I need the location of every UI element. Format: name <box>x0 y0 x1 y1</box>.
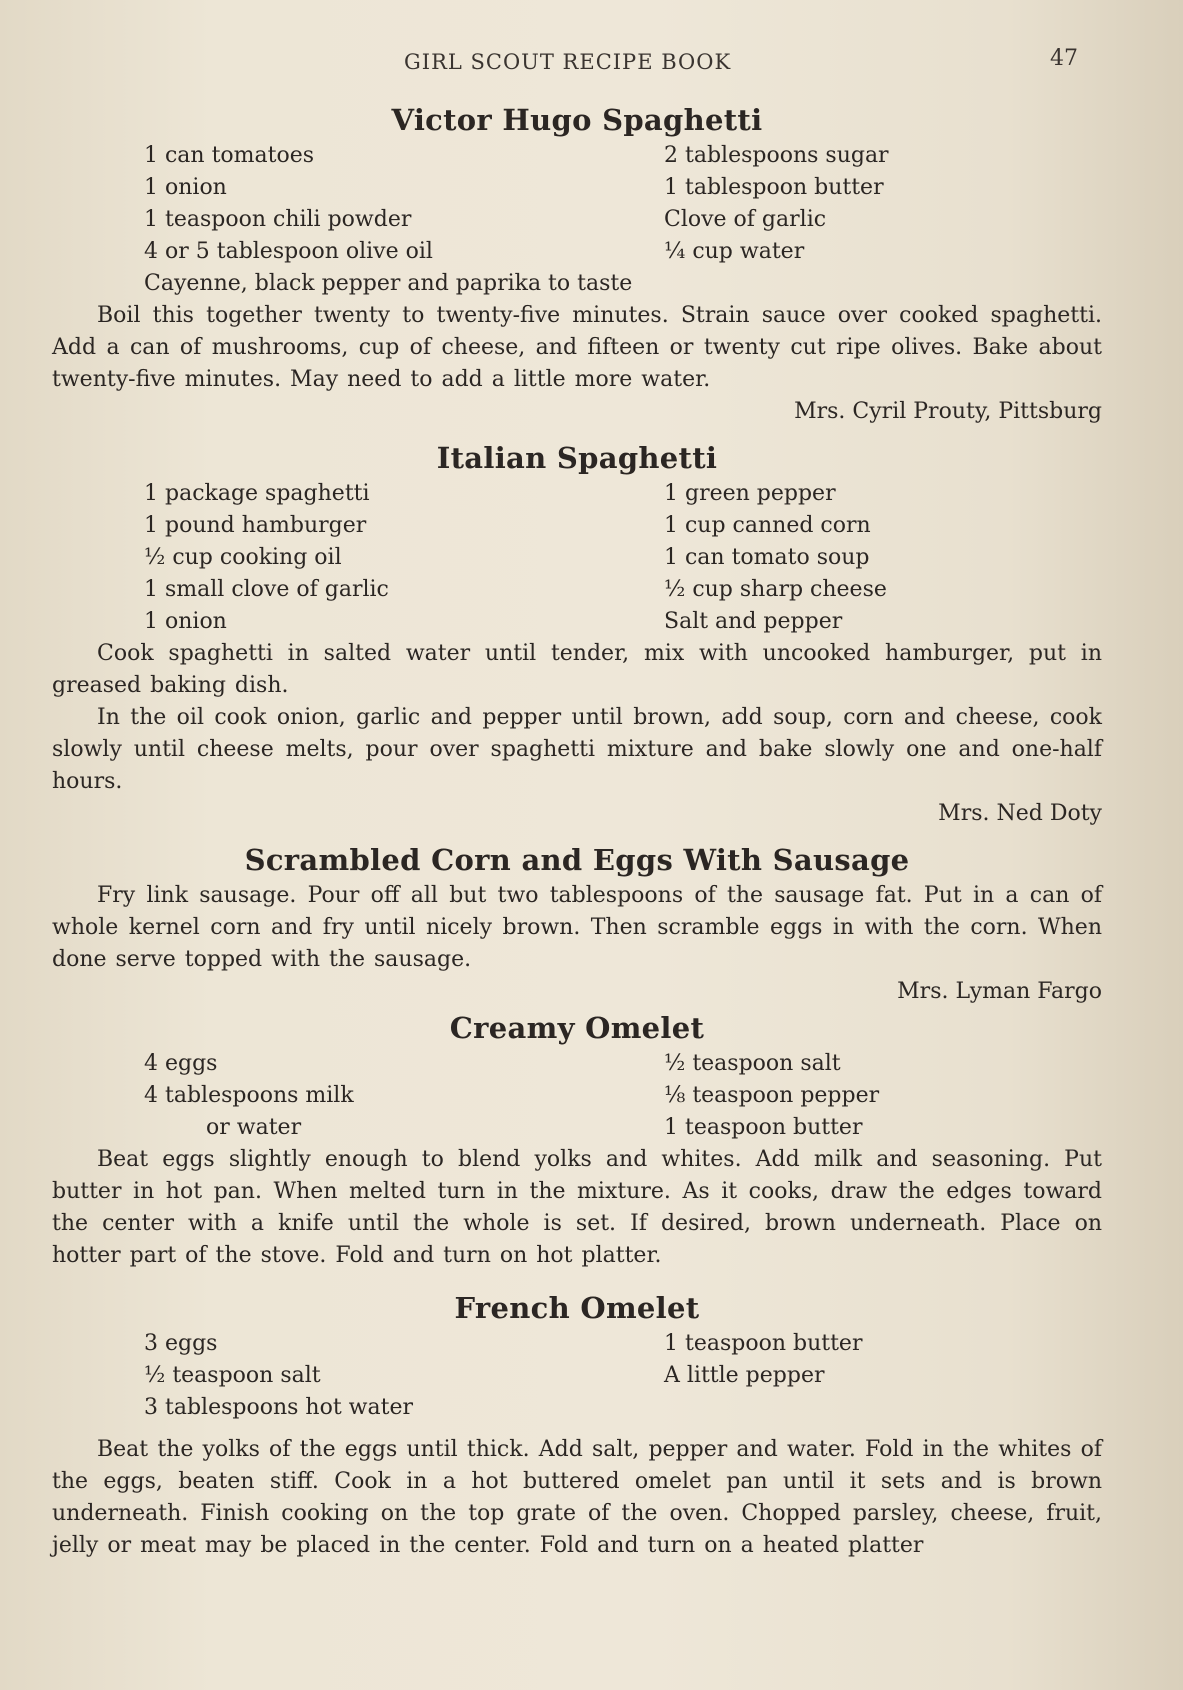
ingredient: ½ cup cooking oil <box>144 545 342 570</box>
instructions-paragraph: In the oil cook onion, garlic and pepper until brown, add soup, corn and cheese, cook slowly until cheese melts, pour over spaghetti mixture and bake slowly one and one-half hours. <box>52 705 1102 794</box>
ingredient: 4 tablespoons milk <box>144 1083 354 1108</box>
recipe-title: Italian Spaghetti <box>436 441 718 475</box>
ingredient: 1 package spaghetti <box>144 481 370 506</box>
ingredient-list <box>144 1328 1102 1424</box>
recipe-creamy-omelet <box>52 1008 1102 1272</box>
ingredient: 1 teaspoon butter <box>664 1331 863 1356</box>
ingredient: 4 eggs <box>144 1051 218 1076</box>
ingredient: 2 tablespoons sugar <box>664 143 889 168</box>
recipe-scrambled-corn-eggs-sausage <box>52 840 1102 1008</box>
ingredient-list <box>144 478 1102 638</box>
running-head: GIRL SCOUT RECIPE BOOK <box>404 50 732 74</box>
ingredient: 1 can tomatoes <box>144 143 315 168</box>
ingredient: 1 can tomato soup <box>664 545 870 570</box>
recipe-title: Victor Hugo Spaghetti <box>391 103 763 137</box>
ingredient-column-left <box>144 1048 664 1144</box>
page-number: 47 <box>1050 46 1078 71</box>
ingredient: 1 teaspoon butter <box>664 1115 863 1140</box>
ingredient: 1 pound hamburger <box>144 513 367 538</box>
instructions-paragraph: Beat eggs slightly enough to blend yolks and whites. Add milk and seasoning. Put butter in hot pan. When melted turn in the mixture. As it cooks, draw the edges toward the center with a knife until the whole is set. If desired, brown underneath. Place on hotter part of the stove. Fold and turn on hot platter. <box>52 1147 1102 1268</box>
page-content <box>52 100 1102 1562</box>
recipe-credit: Mrs. Lyman Fargo <box>897 979 1102 1004</box>
ingredient: 3 tablespoons hot water <box>144 1395 413 1420</box>
recipe-victor-hugo-spaghetti <box>52 100 1102 428</box>
ingredient: ½ teaspoon salt <box>664 1051 841 1076</box>
ingredient: Cayenne, black pepper and paprika to taste <box>144 271 633 296</box>
ingredient-column-right <box>664 140 1102 268</box>
ingredient: 1 teaspoon chili powder <box>144 207 412 232</box>
ingredient-column-left <box>144 140 664 268</box>
recipe-french-omelet <box>52 1288 1102 1562</box>
ingredient: 4 or 5 tablespoon olive oil <box>144 239 433 264</box>
ingredient: A little pepper <box>664 1363 825 1388</box>
ingredient: ½ teaspoon salt <box>144 1363 321 1388</box>
recipe-title: Scrambled Corn and Eggs With Sausage <box>244 843 910 877</box>
ingredient-column-left <box>144 1328 664 1424</box>
ingredient-list <box>144 1048 1102 1144</box>
recipe-credit: Mrs. Cyril Prouty, Pittsburg <box>794 399 1102 424</box>
ingredient: ⅛ teaspoon pepper <box>664 1083 880 1108</box>
recipe-title: Creamy Omelet <box>449 1011 705 1045</box>
ingredient-column-right <box>664 1328 1102 1424</box>
instructions-paragraph: Cook spaghetti in salted water until tender, mix with uncooked hamburger, put in greased baking dish. <box>52 641 1102 698</box>
ingredient: ¼ cup water <box>664 239 805 264</box>
instructions-paragraph: Boil this together twenty to twenty-five minutes. Strain sauce over cooked spaghetti. Add a can of mushrooms, cup of cheese, and fifteen or twenty cut ripe olives. Bake about twenty-five minutes. May need to add a little more water. <box>52 303 1102 392</box>
ingredient-column-right <box>664 1048 1102 1144</box>
ingredient-column-right <box>664 478 1102 638</box>
ingredient: 1 cup canned corn <box>664 513 871 538</box>
ingredient: 1 onion <box>144 175 227 200</box>
recipe-credit: Mrs. Ned Doty <box>938 801 1102 826</box>
recipe-italian-spaghetti <box>52 438 1102 830</box>
ingredient: 1 small clove of garlic <box>144 577 389 602</box>
ingredient: 1 tablespoon butter <box>664 175 884 200</box>
ingredient: or water <box>206 1115 302 1140</box>
ingredient: Clove of garlic <box>664 207 827 232</box>
recipe-title: French Omelet <box>454 1291 700 1325</box>
instructions-paragraph: Beat the yolks of the eggs until thick. Add salt, pepper and water. Fold in the whites of the eggs, beaten stiff. Cook in a hot buttered omelet pan until it sets and is brown underneath. Finish cooking on the top grate of the oven. Chopped parsley, cheese, fruit, jelly or meat may be placed in the center. Fold and turn on a heated platter <box>52 1437 1102 1558</box>
ingredient: 3 eggs <box>144 1331 218 1356</box>
ingredient-column-left <box>144 478 664 638</box>
instructions-paragraph: Fry link sausage. Pour off all but two tablespoons of the sausage fat. Put in a can of whole kernel corn and fry until nicely brown. Then scramble eggs in with the corn. When done serve topped with the sausage. <box>52 883 1102 972</box>
ingredient: 1 green pepper <box>664 481 836 506</box>
ingredient: 1 onion <box>144 609 227 634</box>
ingredient-list <box>144 140 1102 268</box>
ingredient: ½ cup sharp cheese <box>664 577 887 602</box>
ingredient: Salt and pepper <box>664 609 843 634</box>
